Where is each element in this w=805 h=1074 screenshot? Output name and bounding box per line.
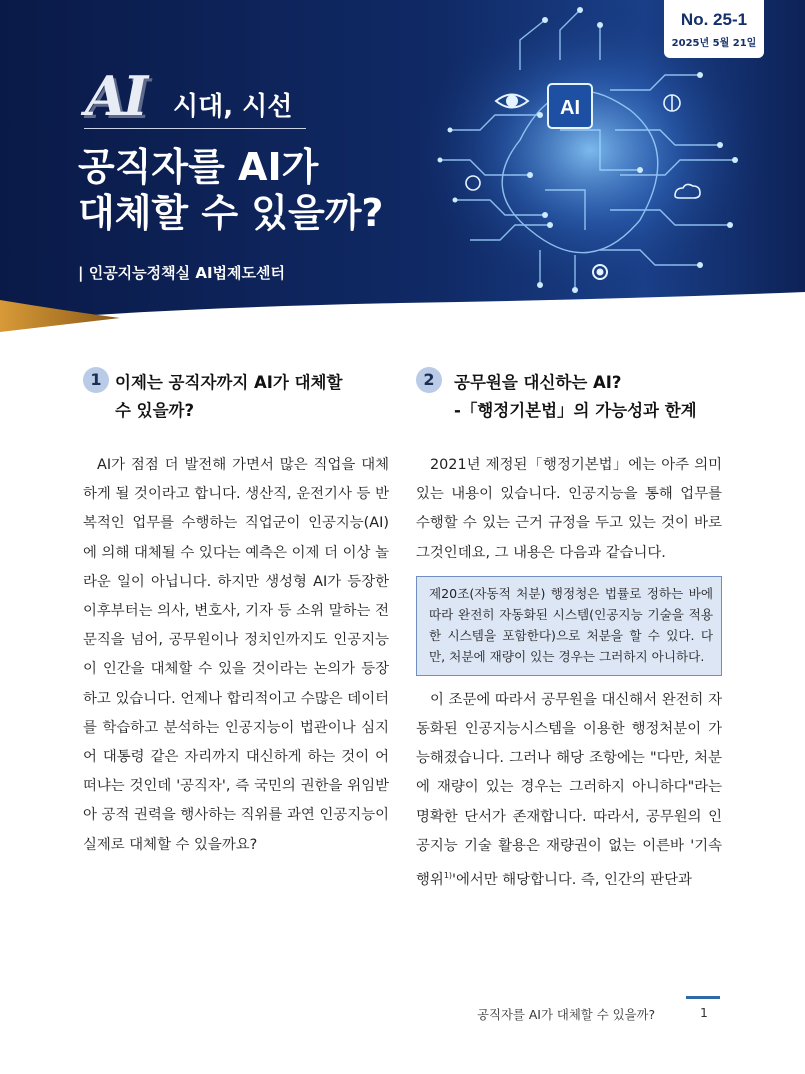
section-title xyxy=(454,369,697,425)
section-title-line-1: 공무원을 대신하는 AI? xyxy=(454,373,622,392)
section-title-line-1: 이제는 공직자까지 AI가 대체할 xyxy=(115,373,343,392)
section-1-heading xyxy=(83,367,389,427)
section-2-heading xyxy=(416,367,722,427)
footer-accent-bar xyxy=(686,996,720,999)
law-quote-box: 제20조(자동적 처분) 행정청은 법률로 정하는 바에 따라 완전히 자동화된 시스템(인공지능 기술을 적용한 시스템을 포함한다)으로 처분을 할 수 있다. 다만, 처분에 재량이 있는 경우는 그러하지 아니하다. xyxy=(416,576,722,676)
section-number-badge: 1 xyxy=(83,367,109,393)
title-line-2: 대체할 수 있을까? xyxy=(78,191,384,235)
section-1-body: AI가 점점 더 발전해 가면서 많은 직업을 대체하게 될 것이라고 합니다. 생산직, 운전기사 등 반복적인 업무를 수행하는 직업군이 인공지능(AI)에 의해 대체될 수 있다는 예측은 이제 더 이상 놀라운 일이 아닙니다. 하지만 생성형 AI가 등장한 이후부터는 의사, 변호사, 기자 등 소위 말하는 전문직을 넘어, 공무원이나 정치인까지도 인공지능이 인간을 대체할 수 있을 것이라는 논의가 등장하고 있습니다. 언제나 합리적이고 수많은 데이터를 학습하고 분석하는 인공지능이 법관이나 심지어 대통령 같은 자리까지 대신하게 하는 것이 어떠냐는 것인데 '공직자', 즉 국민의 권한을 위임받아 공적 권력을 행사하는 직위를 과연 인공지능이 실제로 대체할 수 있을까요? xyxy=(83,457,389,853)
page-number: 1 xyxy=(700,1005,708,1020)
section-2-para-2 xyxy=(416,686,722,895)
ai-chip-icon xyxy=(548,84,592,128)
author-line: | 인공지능정책실 AI법제도센터 xyxy=(78,264,285,282)
series-title: 시대, 시선 xyxy=(173,92,293,122)
para-2-end: '에서만 해당합니다. 즉, 인간의 판단과 xyxy=(452,871,692,888)
footnote-ref[interactable]: 1) xyxy=(443,871,453,881)
ai-logo: AI xyxy=(85,64,145,128)
header-banner xyxy=(0,0,805,335)
section-title-line-2: 수 있을까? xyxy=(115,401,195,420)
footer-title: 공직자를 AI가 대체할 수 있을까? xyxy=(477,1007,656,1022)
section-2 xyxy=(416,367,722,895)
issue-badge xyxy=(664,0,764,58)
issue-number: No. 25-1 xyxy=(680,10,748,29)
title-line-1: 공직자를 AI가 xyxy=(78,145,319,189)
section-2-para-1: 2021년 제정된「행정기본법」에는 아주 의미 있는 내용이 있습니다. 인공지능을 통해 업무를 수행할 수 있는 근거 규정을 두고 있는 것이 바로 그것인데요, 그 내용은 다음과 같습니다. xyxy=(416,457,722,561)
section-title-line-2: -「행정기본법」의 가능성과 한계 xyxy=(454,401,697,420)
svg-text:AI: AI xyxy=(560,97,580,119)
para-2-start: 이 조문에 따라서 공무원을 대신해서 완전히 자동화된 인공지능시스템을 이용한 행정처분이 가능해졌습니다. 그러나 해당 조항에는 "다만, 처분에 재량이 있는 경우는 그러하지 아니하다"라는 명확한 단서가 존재합니다. 따라서, 공무원의 인공지능 기술 활용은 재량권이 없는 이른바 '기속행위 xyxy=(416,691,722,888)
page-title xyxy=(78,144,383,236)
section-title xyxy=(115,369,342,425)
series-divider xyxy=(84,128,306,129)
section-number-badge: 2 xyxy=(416,367,442,393)
section-1 xyxy=(83,367,389,860)
issue-date: 2025년 5월 21일 xyxy=(671,38,757,49)
